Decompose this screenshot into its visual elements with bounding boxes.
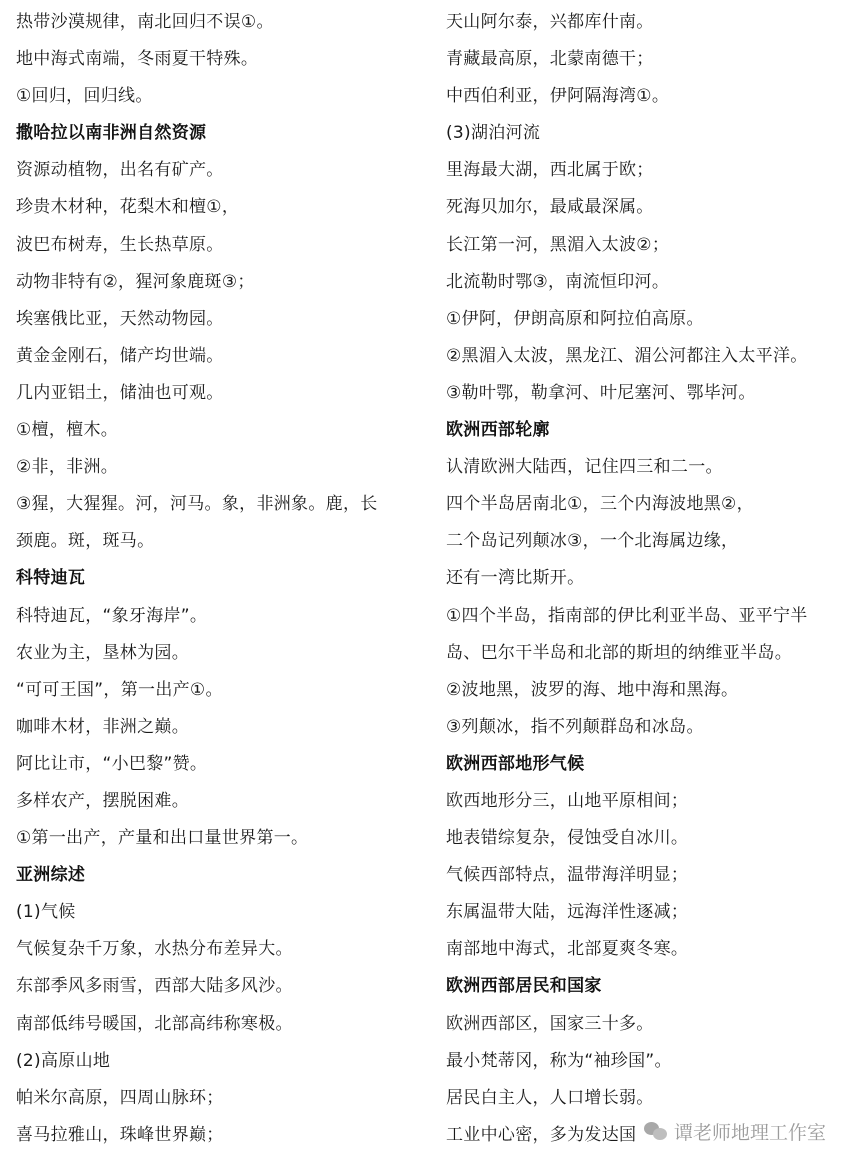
text-line: 喜马拉雅山，珠峰世界巅； [16,1124,224,1145]
text-line: (1)气候 [16,902,76,923]
text-line: 埃塞俄比亚，天然动物园。 [16,308,224,329]
text-line: 科特迪瓦，“象牙海岸”。 [16,605,208,626]
text-line: ③列颠冰，指不列颠群岛和冰岛。 [446,716,704,737]
text-line: 动物非特有②，猩河象鹿斑③； [16,271,255,292]
text-line: ①伊阿，伊朗高原和阿拉伯高原。 [446,308,704,329]
text-line: 二个岛记列颠冰③，一个北海属边缘， [446,531,739,552]
text-line: “可可王国”，第一出产①。 [16,679,223,700]
text-line: 里海最大湖，西北属于欧； [446,160,654,181]
text-line: 认清欧洲大陆西，记住四三和二一。 [446,457,723,478]
section-heading: 亚洲综述 [16,865,86,886]
text-line: (3)湖泊河流 [446,123,541,144]
watermark [644,1116,826,1146]
text-line: 珍贵木材种，花梨木和檀①， [16,197,240,218]
text-line: 工业中心密，多为发达国 [446,1124,637,1145]
text-line: 南部低纬号暖国，北部高纬称寒极。 [16,1013,293,1034]
text-line: 长江第一河，黑湄入太波②； [446,234,670,255]
text-line: ①四个半岛，指南部的伊比利亚半岛、亚平宁半 [446,605,808,626]
left-column [16,4,426,1154]
text-line: 地表错综复杂，侵蚀受自冰川。 [446,828,689,849]
text-line: 几内亚铝土，储油也可观。 [16,382,224,403]
text-line: 咖啡木材，非洲之巅。 [16,716,189,737]
text-line: 四个半岛居南北①，三个内海波地黑②， [446,494,754,515]
text-line: 阿比让市，“小巴黎”赞。 [16,753,208,774]
text-line: 气候西部特点，温带海洋明显； [446,865,689,886]
text-line: 青藏最高原，北蒙南德干； [446,49,654,70]
text-line: 最小梵蒂冈，称为“袖珍国”。 [446,1050,672,1071]
section-heading: 欧洲西部地形气候 [446,753,585,774]
text-line: 南部地中海式，北部夏爽冬寒。 [446,939,689,960]
section-heading: 欧洲西部轮廓 [446,420,550,441]
right-column [446,4,846,1154]
text-line: 欧洲西部区，国家三十多。 [446,1013,654,1034]
text-line: ③勒叶鄂，勒拿河、叶尼塞河、鄂毕河。 [446,382,756,403]
text-line: 死海贝加尔，最咸最深属。 [446,197,654,218]
text-line: 多样农产，摆脱困难。 [16,790,189,811]
section-heading: 撒哈拉以南非洲自然资源 [16,123,207,144]
text-line: 波巴布树寿，生长热草原。 [16,234,224,255]
text-line: 资源动植物，出名有矿产。 [16,160,224,181]
text-line: 地中海式南端，冬雨夏干特殊。 [16,49,259,70]
text-line: 农业为主，垦林为园。 [16,642,189,663]
text-line: 东属温带大陆，远海洋性逐减； [446,902,689,923]
text-line: 帕米尔高原，四周山脉环； [16,1087,224,1108]
text-line: 热带沙漠规律，南北回归不误①。 [16,12,274,32]
text-line: 岛、巴尔干半岛和北部的斯坦的纳维亚半岛。 [446,642,792,663]
text-line: ②波地黑，波罗的海、地中海和黑海。 [446,679,739,700]
text-line: ②黑湄入太波，黑龙江、湄公河都注入太平洋。 [446,345,808,366]
text-line: ②非，非洲。 [16,457,119,478]
text-line: 天山阿尔泰，兴都库什南。 [446,12,654,32]
text-line: 欧西地形分三，山地平原相间； [446,790,689,811]
text-line: ①回归，回归线。 [16,86,153,107]
text-line: 居民白主人，人口增长弱。 [446,1087,654,1108]
text-line: 还有一湾比斯开。 [446,568,585,589]
watermark-text: 谭老师地理工作室 [673,1121,826,1144]
text-line: 颈鹿。斑，斑马。 [16,531,155,552]
text-line: 中西伯利亚，伊阿隔海湾①。 [446,86,670,107]
text-line: ③猩，大猩猩。河，河马。象，非洲象。鹿，长 [16,494,378,515]
text-line: ①檀，檀木。 [16,420,119,441]
wechat-icon [644,1120,668,1142]
text-line: 气候复杂千万象，水热分布差异大。 [16,939,293,960]
text-line: 北流勒时鄂③，南流恒印河。 [446,271,670,292]
text-line: ①第一出产，产量和出口量世界第一。 [16,828,309,849]
section-heading: 欧洲西部居民和国家 [446,976,602,997]
text-line: (2)高原山地 [16,1050,111,1071]
text-line: 东部季风多雨雪，西部大陆多风沙。 [16,976,293,997]
section-heading: 科特迪瓦 [16,568,86,589]
text-line: 黄金金刚石，储产均世端。 [16,345,224,366]
